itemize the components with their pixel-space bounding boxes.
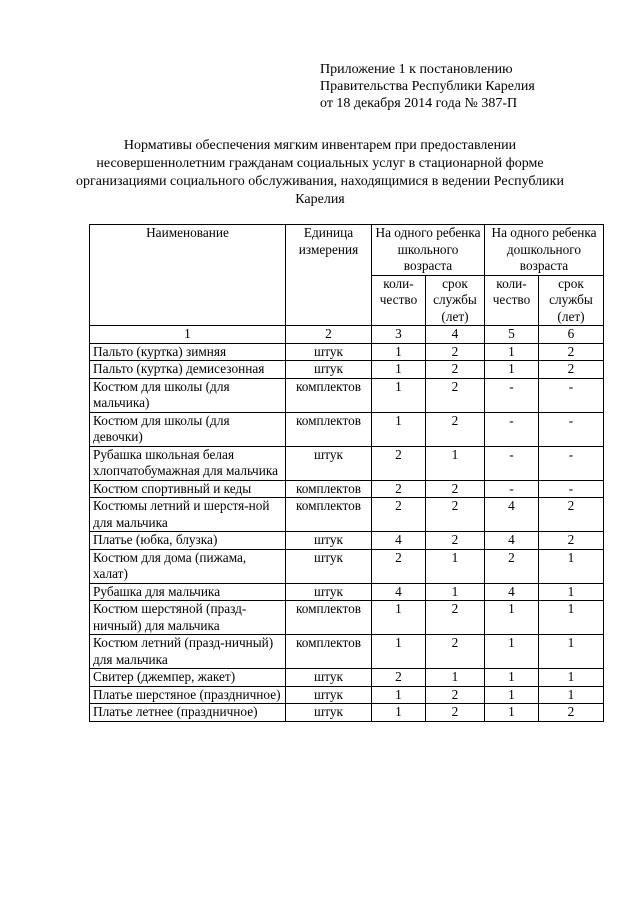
table-row: [90, 686, 604, 704]
school-qty-cell: 1: [372, 343, 426, 361]
school-term-cell: 2: [426, 532, 485, 550]
preschool-qty-cell: 4: [485, 583, 539, 601]
school-term-cell: 2: [426, 704, 485, 722]
appendix-block: [320, 61, 535, 112]
preschool-term-cell: -: [539, 378, 604, 412]
item-name-cell: Костюм для школы (для мальчика): [90, 378, 286, 412]
subheader-preschool-qty: коли-чество: [485, 275, 539, 326]
column-number: 3: [372, 326, 426, 344]
unit-cell: штук: [286, 532, 372, 550]
school-term-cell: 1: [426, 446, 485, 480]
preschool-term-cell: 2: [539, 498, 604, 532]
table-row: [90, 378, 604, 412]
column-number: 4: [426, 326, 485, 344]
preschool-qty-cell: -: [485, 480, 539, 498]
preschool-term-cell: 2: [539, 343, 604, 361]
column-number: 5: [485, 326, 539, 344]
column-number-row: [90, 326, 604, 344]
school-term-cell: 2: [426, 343, 485, 361]
preschool-qty-cell: 4: [485, 498, 539, 532]
school-term-cell: 2: [426, 498, 485, 532]
item-name-cell: Пальто (куртка) зимняя: [90, 343, 286, 361]
preschool-qty-cell: 4: [485, 532, 539, 550]
norms-table: [89, 224, 604, 722]
school-qty-cell: 2: [372, 669, 426, 687]
table-row: [90, 635, 604, 669]
table-row: [90, 412, 604, 446]
school-qty-cell: 4: [372, 583, 426, 601]
table-row: [90, 601, 604, 635]
school-qty-cell: 1: [372, 686, 426, 704]
preschool-qty-cell: 2: [485, 549, 539, 583]
header-unit: Единица измерения: [286, 225, 372, 326]
unit-cell: комплектов: [286, 412, 372, 446]
preschool-term-cell: 1: [539, 583, 604, 601]
school-qty-cell: 1: [372, 361, 426, 379]
preschool-term-cell: -: [539, 412, 604, 446]
school-term-cell: 2: [426, 635, 485, 669]
column-number: 1: [90, 326, 286, 344]
school-term-cell: 2: [426, 412, 485, 446]
preschool-qty-cell: 1: [485, 601, 539, 635]
table-row: [90, 549, 604, 583]
preschool-qty-cell: 1: [485, 704, 539, 722]
item-name-cell: Костюм для школы (для девочки): [90, 412, 286, 446]
item-name-cell: Костюм летний (празд-ничный) для мальчика: [90, 635, 286, 669]
unit-cell: комплектов: [286, 498, 372, 532]
preschool-qty-cell: -: [485, 412, 539, 446]
table-row: [90, 704, 604, 722]
table-row: [90, 480, 604, 498]
preschool-term-cell: 1: [539, 635, 604, 669]
school-term-cell: 2: [426, 361, 485, 379]
preschool-qty-cell: 1: [485, 686, 539, 704]
school-term-cell: 2: [426, 480, 485, 498]
unit-cell: штук: [286, 549, 372, 583]
unit-cell: штук: [286, 361, 372, 379]
preschool-qty-cell: 1: [485, 361, 539, 379]
table-body: [90, 343, 604, 721]
school-qty-cell: 1: [372, 378, 426, 412]
item-name-cell: Платье летнее (праздничное): [90, 704, 286, 722]
appendix-line-3: от 18 декабря 2014 года № 387-П: [320, 96, 518, 111]
school-qty-cell: 4: [372, 532, 426, 550]
item-name-cell: Пальто (куртка) демисезонная: [90, 361, 286, 379]
item-name-cell: Платье (юбка, блузка): [90, 532, 286, 550]
item-name-cell: Свитер (джемпер, жакет): [90, 669, 286, 687]
preschool-term-cell: 1: [539, 669, 604, 687]
table-row: [90, 446, 604, 480]
unit-cell: штук: [286, 704, 372, 722]
school-qty-cell: 1: [372, 635, 426, 669]
unit-cell: штук: [286, 686, 372, 704]
subheader-school-term: срок службы (лет): [426, 275, 485, 326]
unit-cell: комплектов: [286, 378, 372, 412]
school-term-cell: 1: [426, 549, 485, 583]
table-row: [90, 343, 604, 361]
unit-cell: штук: [286, 446, 372, 480]
header-school: На одного ребенка школьного возраста: [372, 225, 485, 276]
appendix-line-1: Приложение 1 к постановлению: [320, 62, 513, 77]
header-preschool: На одного ребенка дошкольного возраста: [485, 225, 604, 276]
preschool-term-cell: 2: [539, 361, 604, 379]
school-qty-cell: 1: [372, 704, 426, 722]
item-name-cell: Рубашка школьная белая хлопчатобумажная для мальчика: [90, 446, 286, 480]
preschool-qty-cell: 1: [485, 669, 539, 687]
preschool-term-cell: 1: [539, 601, 604, 635]
header-row: [90, 225, 604, 276]
header-name: Наименование: [90, 225, 286, 326]
school-qty-cell: 2: [372, 549, 426, 583]
preschool-qty-cell: -: [485, 446, 539, 480]
school-term-cell: 2: [426, 601, 485, 635]
item-name-cell: Костюм для дома (пижама, халат): [90, 549, 286, 583]
preschool-term-cell: -: [539, 480, 604, 498]
subheader-preschool-term: срок службы (лет): [539, 275, 604, 326]
appendix-line-2: Правительства Республики Карелия: [320, 79, 535, 94]
preschool-qty-cell: -: [485, 378, 539, 412]
item-name-cell: Рубашка для мальчика: [90, 583, 286, 601]
table-row: [90, 532, 604, 550]
school-term-cell: 1: [426, 583, 485, 601]
preschool-term-cell: 1: [539, 549, 604, 583]
school-qty-cell: 1: [372, 601, 426, 635]
unit-cell: комплектов: [286, 480, 372, 498]
school-qty-cell: 2: [372, 446, 426, 480]
document-heading: Нормативы обеспечения мягким инвентарем при предоставлении несовершеннолетним гражданам социальных услуг в стационарной форме организациями социального обслуживания, находящимися в ведении Республики Карелия: [76, 138, 564, 207]
subheader-school-qty: коли-чество: [372, 275, 426, 326]
unit-cell: комплектов: [286, 601, 372, 635]
school-qty-cell: 1: [372, 412, 426, 446]
table-row: [90, 498, 604, 532]
preschool-term-cell: 2: [539, 704, 604, 722]
table-row: [90, 583, 604, 601]
preschool-qty-cell: 1: [485, 635, 539, 669]
unit-cell: штук: [286, 583, 372, 601]
table-row: [90, 669, 604, 687]
unit-cell: штук: [286, 343, 372, 361]
preschool-term-cell: 1: [539, 686, 604, 704]
column-number: 2: [286, 326, 372, 344]
item-name-cell: Платье шерстяное (праздничное): [90, 686, 286, 704]
preschool-term-cell: 2: [539, 532, 604, 550]
item-name-cell: Костюм спортивный и кеды: [90, 480, 286, 498]
school-qty-cell: 2: [372, 498, 426, 532]
preschool-term-cell: -: [539, 446, 604, 480]
preschool-qty-cell: 1: [485, 343, 539, 361]
school-term-cell: 2: [426, 686, 485, 704]
item-name-cell: Костюмы летний и шерстя-ной для мальчика: [90, 498, 286, 532]
school-qty-cell: 2: [372, 480, 426, 498]
school-term-cell: 1: [426, 669, 485, 687]
unit-cell: штук: [286, 669, 372, 687]
school-term-cell: 2: [426, 378, 485, 412]
table-row: [90, 361, 604, 379]
item-name-cell: Костюм шерстяной (празд-ничный) для мальчика: [90, 601, 286, 635]
column-number: 6: [539, 326, 604, 344]
unit-cell: комплектов: [286, 635, 372, 669]
